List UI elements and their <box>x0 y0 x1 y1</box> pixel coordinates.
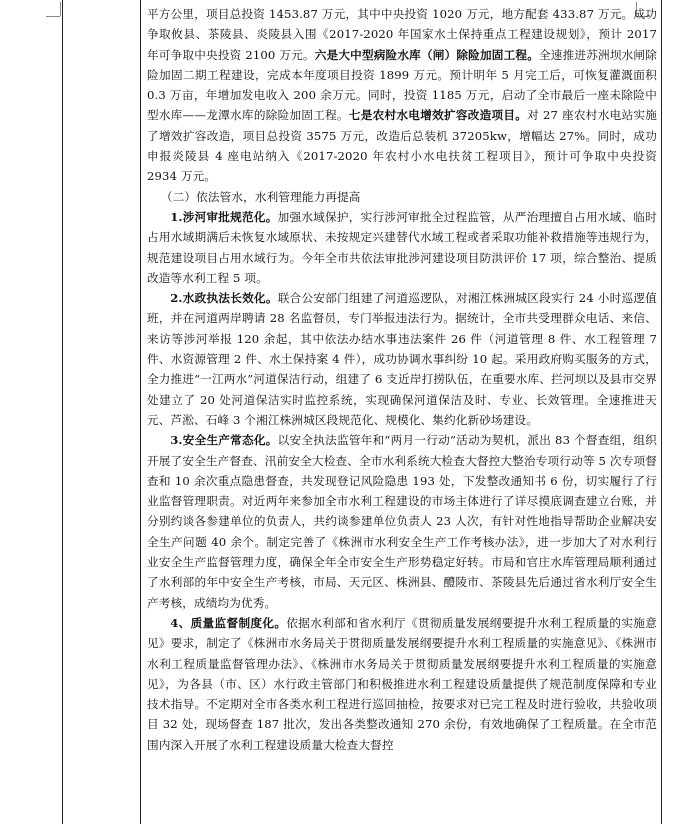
text-run: 加强水域保护，实行涉河审批全过程监管，从严治理擅自占用水域、临时占用水域期满后未恢复水域原状、未按规定兴建替代水域工程或者采取功能补救措施等违规行为，规范建设项目占用水域行为。今年全市共依法审批涉河建设项目防洪评价 17 项，综合整治、提质改造等水利工程 5 项。 <box>147 209 657 285</box>
bold-heading: 3.安全生产常态化。 <box>170 433 278 448</box>
crop-mark-left-h <box>46 16 60 17</box>
section-heading: （二）依法管水，水利管理能力再提高 <box>160 189 361 204</box>
table-border-left <box>62 0 63 824</box>
paragraph-quality <box>147 613 657 755</box>
content-cell <box>147 4 657 755</box>
crop-mark-left <box>60 2 61 16</box>
bold-heading: 2.水政执法长效化。 <box>170 291 278 306</box>
bold-heading: 4、质量监督制度化。 <box>170 615 287 630</box>
bold-heading-six: 六是大中型病险水库（闸）除险加固工程。 <box>314 47 539 62</box>
text-run: 全速推进苏洲坝水闸除险加固二期工程建设，完成本年度项目投资 1899 万元。预计明年 5 月完工后，可恢复灌溉面积 0.3 万亩，年增加发电收入 200 余万元。同时，投资 1185 万元，启动了全市最后一座未除险中型水库——龙潭水库的除险加固工程。 <box>147 47 657 123</box>
text-run: 对 27 座农村水电站实施了增效扩容改造，项目总投资 3575 万元，改造后总装机 37205kw，增幅达 27%。同时，成功申报炎陵县 4 座电站纳入《2017-2020 年农村小水电扶贫工程项目》，预计可争取中央投资 2934 万元。 <box>147 108 657 184</box>
table-column-divider <box>140 0 141 824</box>
bold-heading: 1.涉河审批规范化。 <box>170 209 278 224</box>
paragraph-law-enforcement <box>147 288 657 430</box>
paragraph-safety <box>147 430 657 613</box>
bold-heading-seven: 七是农村水电增效扩容改造项目。 <box>348 108 528 123</box>
text-run: 依据水利部和省水利厅《贯彻质量发展纲要提升水利工程质量的实施意见》要求，制定了《株洲市水务局关于贯彻质量发展纲要提升水利工程质量的实施意见》、《株洲市水利工程质量监督管理办法》、《株洲市水务局关于贯彻质量发展纲要提升水利工程质量的实施意见》，为各县（市、区）水行政主管部门和积极推进水利工程建设质量提供了规范制度保障和专业技术指导。不定期对全市各类水利工程进行巡回抽检，按要求对已完工程及时进行验收，共验收项目 32 处，现场督查 187 批次，发出各类整改通知 270 余份，有效地确保了工程质量。在全市范围内深入开展了水利工程建设质量大检查大督控 <box>147 615 657 752</box>
text-run: 以安全执法监管年和“两月一行动”活动为契机，派出 83 个督查组，组织开展了安全生产督查、汛前安全大检查、全市水利系统大检查大督控大整治专项行动等 5 次专项督查和 10 余次重点隐患督查，共发现登记风险隐患 193 处，下发整改通知书 6 份，切实履行了行业监督管理职责。对近两年来参加全市水利工程建设的市场主体进行了详尽摸底调查建立台账，并分别约谈各参建单位的负责人，共约谈参建单位负责人 23 人次，有针对性地指导帮助企业解决安全生产问题 40 余个。制定完善了《株洲市水利安全生产工作考核办法》，进一步加大了对水利行业安全生产监督管理力度，确保全年全市安全生产形势稳定好转。市局和官庄水库管理局顺利通过了水利部的年中安全生产考核，市局、天元区、株洲县、醴陵市、茶陵县先后通过省水利厅安全生产考核，成绩均为优秀。 <box>147 433 657 610</box>
table-border-right <box>661 0 662 824</box>
paragraph-projects <box>147 4 657 187</box>
paragraph-river-approval <box>147 207 657 288</box>
text-run: 平方公里，项目总投资 1453.87 万元，其中中央投资 1020 万元，地方配套 433.87 万元。成功争取攸县、茶陵县、炎陵县入围《2017-2020 年国家水土保持重点工程建设规划》，预计 2017 年可争取中央投资 2100 万元。 <box>147 7 657 62</box>
text-run: 联合公安部门组建了河道巡逻队，对湘江株洲城区段实行 24 小时巡逻值班，并在河道两岸聘请 28 名监督员，专门举报违法行为。据统计，全市共受理群众电话、来信、来访等涉河举报 120 余起，其中依法办结水事违法案件 26 件（河道管理 8 件、水工程管理 7 件、水资源管理 2 件、水土保持案 4 件），成功协调水事纠纷 10 起。采用政府购买服务的方式，全力推进“一江两水”河道保洁行动，组建了 6 支近岸打捞队伍，在重要水库、拦河坝以及县市交界处建立了 20 处河道保洁实时监控系统，实现确保河道保洁及时、专业、长效管理。全速推进天元、芦淞、石峰 3 个湘江株洲城区段规范化、规模化、集约化新砂场建设。 <box>147 291 657 427</box>
